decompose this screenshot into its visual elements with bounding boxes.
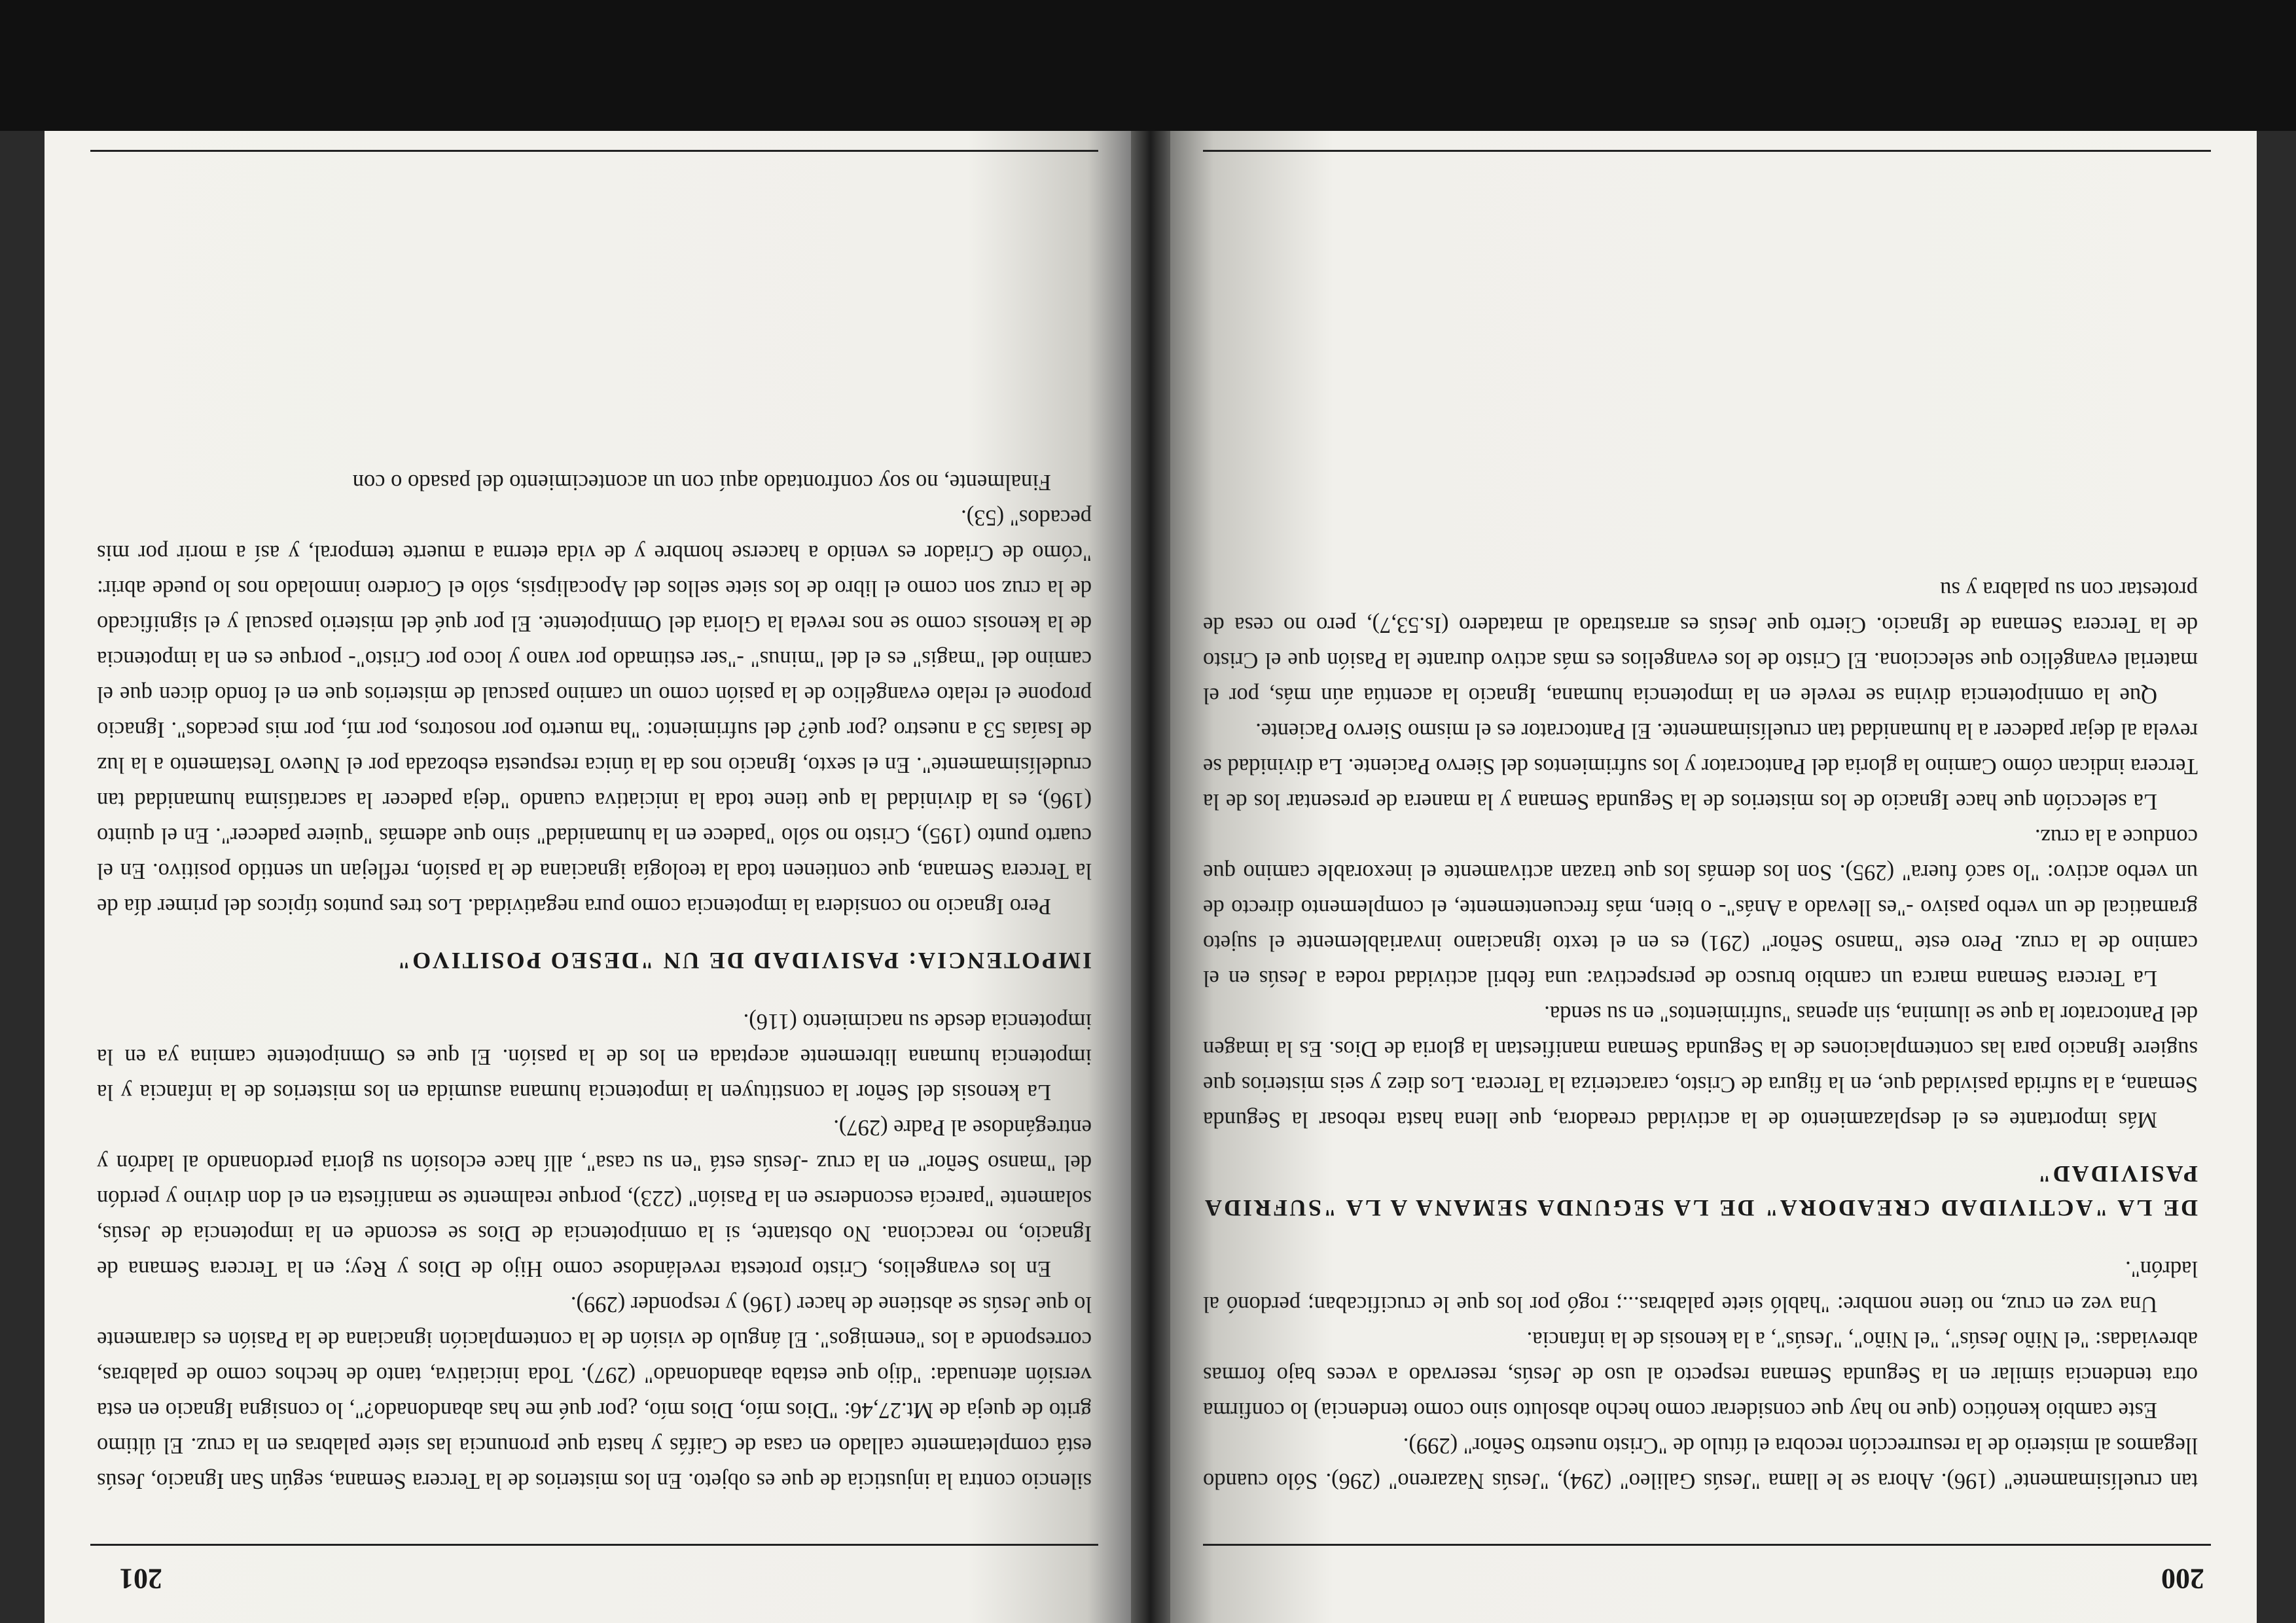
paragraph: tan cruelísimamente" (196). Ahora se le llama "Jesús Galileo" (294), "Jesús Nazareno" (296). Sólo cuando llegamos al misterio de la resurrección recobra el título de "Cristo nuestro Señor" (299). [1203,1433,2198,1493]
paragraph: Finalmente, no soy confrontado aquí con un acontecimiento del pasado o con [352,470,1051,495]
section-heading: DE LA "ACTIVIDAD CREADORA" DE LA SEGUNDA SEMANA A LA "SUFRIDA PASIVIDAD" [1203,1161,2198,1221]
right-page [45,131,1131,1623]
left-page-text [1203,572,2198,1499]
paragraph: Pero Ignacio no considera la impotencia como pura negatividad. Los tres puntos típicos del primer día de la Tercera Semana, que contienen toda la teología ignaciana de la pasión, reflejan un sentido positivo. En el cuarto punto (195), Cristo no sólo "padece en la humanidad" sino que además "quiere padecer". En el quinto (196), es la divinidad la que tiene toda la iniciativa cuando "deja padecer la sacratísima humanidad tan crudelísimamente". En el sexto, Ignacio nos da la única respuesta esbozada por el Nuevo Testamento a la luz de Isaías 53 a nuestro ¿por qué? del sufrimiento: "ha muerto por nosotros, por mí, por mis pecados". Ignacio propone el relato evangélico de la pasión como un camino pascual de misterios que en el fondo dicen que el camino del "magis" es el del "minus" -"ser estimado por vano y loco por Cristo"- porque es en la impotencia de la kenosis como se nos revela la Gloria del Omnipotente. El por qué del misterio pascual y el significado de la cruz son como el libro de los siete sellos del Apocalipsis, sólo el Cordero inmolado nos lo puede abrir: "cómo de Criador es venido a hacerse hombre y de vida eterna a muerte temporal, y así a morir por mis pecados" (53). [97,505,1092,919]
paragraph: Una vez en cruz, no tiene nombre: "habló siete palabras...; rogó por los que le crucificaban; perdonó al ladrón". [1203,1257,2198,1317]
paragraph: Este cambio kenótico (que no hay que considerar como hecho absoluto sino como tendencia) lo confirma otra tendencia similar en la Segunda Semana respecto al uso de Jesús, reservado a veces bajo formas abreviadas: "el Niño Jesús", "el Niño", "Jesús", a la kenosis de la infancia. [1203,1327,2198,1423]
footer-rule [1203,150,2211,152]
bottom-shadow [0,0,2296,131]
page-number: 200 [2161,1563,2204,1595]
paragraph: En los evangelios, Cristo protesta revelándose como Hijo de Dios y Rey; en la Tercera Semana de Ignacio, no reacciona. No obstante, si la omnipotencia de Dios se esconde en la impotencia de Jesús, solamente "parecía esconderse en la Pasión" (223), porque realmente se manifiesta en el don divino y perdón del "manso Señor" en la cruz -Jesús está "en su casa", allí hace eclosión su gloria perdonando al ladrón y entregándose al Padre (297). [97,1115,1092,1281]
paragraph: Que la omnipotencia divina se revele en la impotencia humana, Ignacio la acentúa aún más, por el material evangélico que selecciona. El Cristo de los evangelios es más activo durante la Pasión que el Cristo de la Tercera Semana de Ignacio. Cierto que Jesús es arrastrado al matadero (Is.53,7), pero no cesa de protestar con su palabra y su [1203,577,2198,708]
header-rule [1203,1544,2211,1546]
page-number: 201 [119,1563,162,1595]
paragraph: La kenosis del Señor la constituyen la impotencia humana asumida en los misterios de la infancia y la impotencia humana libremente aceptada en los de la pasión. El que es Omnipotente camina ya en la impotencia desde su nacimiento (116). [97,1009,1092,1105]
left-page [1170,131,2257,1623]
paragraph: La selección que hace Ignacio de los misterios de la Segunda Semana y la manera de presentar los de la Tercera indican cómo Camino la gloria del Pantocrator y los sufrimientos del Siervo Paciente. La divinidad se revela al dejar padecer a la humanidad tan cruelísimamente. El Pantocrator es el mismo Siervo Paciente. [1203,719,2198,814]
section-heading: IMPOTENCIA: PASIVIDAD DE UN "DESEO POSITIVO" [395,948,1092,974]
paragraph: Más importante es el desplazamiento de la actividad creadora, que llena hasta rebosar la Segunda Semana, a la sufrida pasividad que, en la figura de Cristo, caracteriza la Tercera. Los diez y seis misterios que sugiere Ignacio para las contemplaciones de la Segunda Semana manifiestan la gloria de Dios. Es la imagen del Pantocrator la que se ilumina, sin apenas "sufrimientos" en su senda. [1203,1001,2198,1132]
right-page-text [97,465,1092,1499]
paragraph: La Tercera Semana marca un cambio brusco de perspectiva: una febril actividad rodea a Jesús en el camino de la cruz. Pero este "manso Señor" (291) es en el texto ignaciano invariablemente el sujeto gramatical de un verbo pasivo -"es llevado a Anás"- o bien, más frecuentemente, el complemento directo de un verbo activo: "lo sacó fuera" (295). Son los demás los que trazan activamente el inexorable camino que conduce a la cruz. [1203,825,2198,991]
paragraph: silencio contra la injusticia de que es objeto. En los misterios de la Tercera Semana, según San Ignacio, Jesús está completamente callado en casa de Caifás y hasta que pronuncia las siete palabras en la cruz. El último grito de queja de Mt.27,46: "Dios mío, Dios mío, ¿por qué me has abandonado?", lo consigna Ignacio en esta versión atenuada: "dijo que estaba abandonado" (297). Toda iniciativa, tanto de hechos como de palabras, corresponde a los "enemigos". El ángulo de visión de la contemplación ignaciana de la Pasión es claramente lo que Jesús se abstiene de hacer (196) y responder (299). [97,1292,1092,1493]
book-gutter [1131,131,1170,1623]
footer-rule [90,150,1098,152]
header-rule [90,1544,1098,1546]
